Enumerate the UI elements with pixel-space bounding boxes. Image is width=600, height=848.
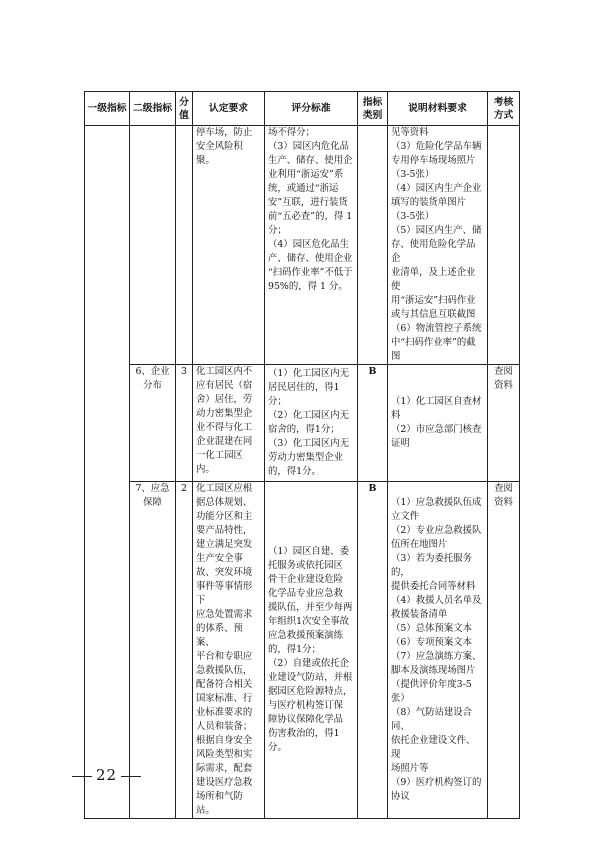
- requirement-cell: 化工园区内不 应有居民（宿 舍）居住，劳 动力密集型企 业不得与化工 企业混建在同 一化工园区 内。: [193, 365, 265, 482]
- page-number-value: 22: [96, 766, 118, 784]
- table-row: [85, 126, 520, 365]
- page-number: [68, 766, 145, 784]
- assessment-table: [84, 91, 520, 819]
- page-number-dash-left: [72, 776, 92, 777]
- criteria-cell: 场不得分； （3）园区内危化品 生产、储存、使用企 业利用“浙运安”系 统，或通过“浙运 安”互联，进行装货 前“五必查”的，得 1 分； （4）园区危化品生 产、储存、使用企业 “扫码作业率”不低于 95%的，得 1 分。: [265, 126, 358, 365]
- category-cell: [358, 126, 388, 365]
- method-cell: 查阅 资料: [488, 482, 520, 819]
- header-materials: 说明材料要求: [388, 92, 488, 126]
- criteria-cell: （1）化工园区内无 居民居住的，得1分； （2）化工园区内无 宿舍的，得1分； （3）化工园区内无 劳动力密集型企业 的，得1分。: [265, 365, 358, 482]
- table-header-row: [85, 92, 520, 126]
- level2-cell: 6、企业 分布: [130, 365, 176, 482]
- materials-cell: （1）化工园区自查材 料 （2）市应急部门核查 证明: [388, 365, 488, 482]
- header-method: 考核方式: [488, 92, 520, 126]
- materials-cell: （1）应急救援队伍成 立文件 （2）专业应急救援队 伍所在地图片 （3）若为委托服务的， 提供委托合同等材料 （4）救援人员名单及 救援装备清单 （5）总体预案文本 （6）专项预案文本 （7）应急演练方案、 脚本及演练现场图片 （提供评价年度3-5 张） （8）气防站建设合同、 依托企业建设文件、现 场照片等 （9）医疗机构签订的 协议: [388, 482, 488, 819]
- category-cell: B: [358, 365, 388, 482]
- header-level2: 二级指标: [130, 92, 176, 126]
- header-level1: 一级指标: [85, 92, 130, 126]
- table-row: [85, 365, 520, 482]
- category-cell: B: [358, 482, 388, 819]
- table-row: [85, 482, 520, 819]
- header-criteria: 评分标准: [265, 92, 358, 126]
- level2-cell: [130, 126, 176, 365]
- score-cell: 2: [176, 482, 193, 819]
- header-score: 分值: [176, 92, 193, 126]
- level1-cell: [85, 126, 130, 819]
- header-requirement: 认定要求: [193, 92, 265, 126]
- header-category: 指标类别: [358, 92, 388, 126]
- method-cell: 查阅 资料: [488, 365, 520, 482]
- requirement-cell: 停车场，防止 安全风险积 聚。: [193, 126, 265, 365]
- materials-cell: 见等资料 （3）危险化学品车辆 专用停车场现场照片 （3-5张） （4）园区内生产企业 填写的装货单图片 （3-5张） （5）园区内生产、储 存、使用危险化学品企 业清单，及上述企业使 用“浙运安”扫码作业 或与其信息互联截图 （6）物流管控子系统 中“扫码作业率”的截 图: [388, 126, 488, 365]
- score-cell: [176, 126, 193, 365]
- score-cell: 3: [176, 365, 193, 482]
- level2-cell: 7、应急 保障: [130, 482, 176, 819]
- criteria-cell: （1）园区自建、委 托服务或依托园区 骨干企业建设危险 化学品专业应急救 援队伍，并至少每两 年组织1次安全事故 应急救援预案演练 的，得1分； （2）自建或依托企 业建设气防站，并根 据园区危险源特点， 与医疗机构签订保 障协议保障化学品 伤害救治的，得1分。: [265, 482, 358, 819]
- page-number-dash-right: [121, 776, 141, 777]
- method-cell: [488, 126, 520, 365]
- requirement-cell: 化工园区应根 据总体规划、 功能分区和主 要产品特性， 建立满足突发 生产安全事 故、突发环境 事件等事情形下 应急处置需求 的体系、预案、 平台和专职应 急救援队伍， 配备符合相关 国家标准、行 业标准要求的 人员和装备； 根据自身安全 风险类型和实 际需求，配套 建设医疗急救 场所和气防 站。: [193, 482, 265, 819]
